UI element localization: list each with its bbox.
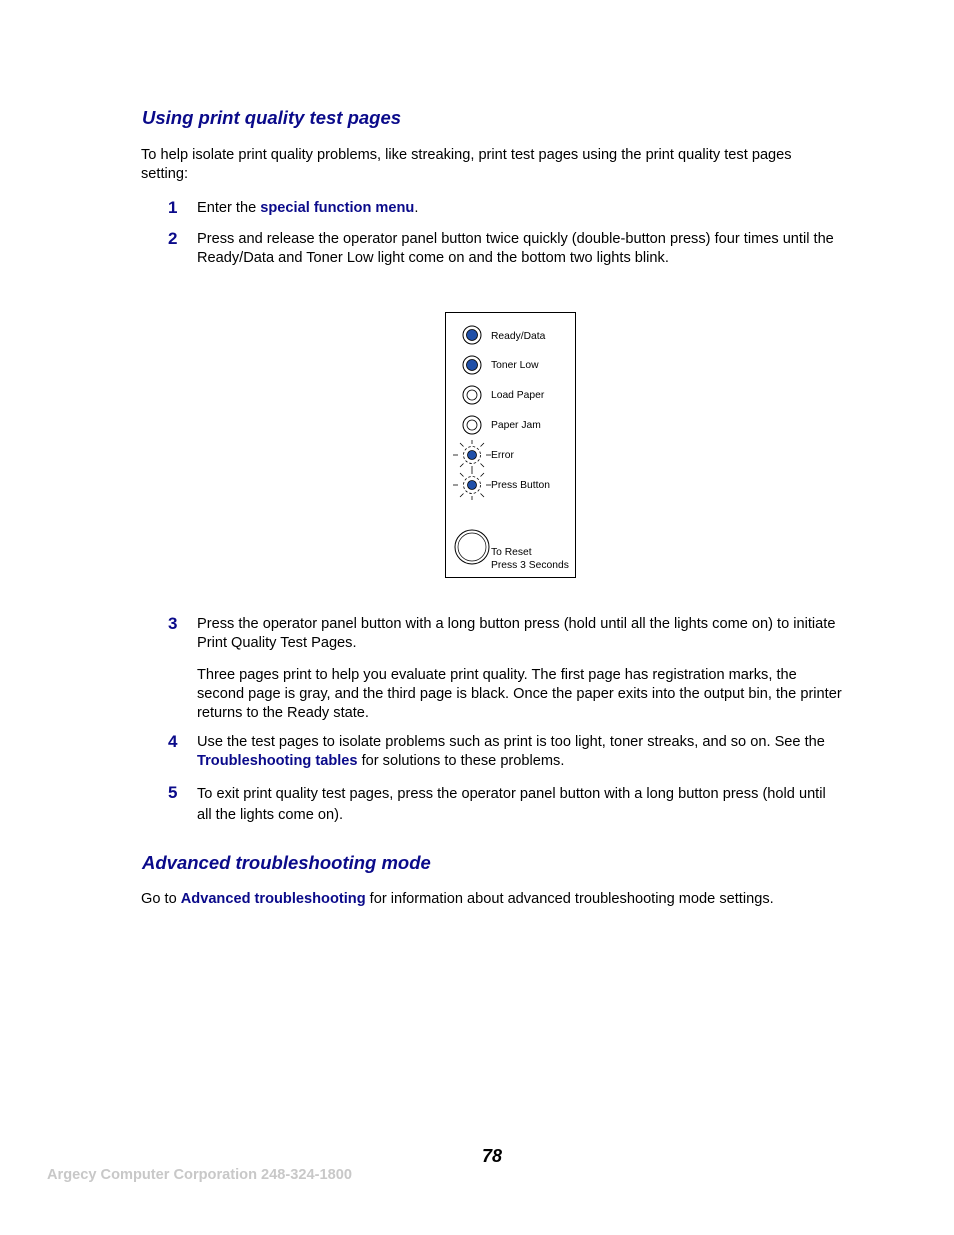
error-label: Error (491, 450, 514, 461)
reset-label-line1: To Reset (491, 547, 532, 558)
reset-label-line2: Press 3 Seconds (491, 560, 569, 571)
advanced-before: Go to (141, 891, 181, 907)
load-paper-light-icon (463, 386, 481, 404)
step-number-4: 4 (168, 732, 178, 751)
step-3-text: Press the operator panel button with a long button press (hold until all the lights come on) to initiate Print Quality Test Pages. (197, 616, 836, 651)
step-number-2: 2 (168, 229, 178, 248)
ready-data-label: Ready/Data (491, 331, 546, 342)
operator-panel-graphic (446, 313, 577, 579)
section-heading-advanced-mode: Advanced troubleshooting mode (142, 852, 431, 873)
step-1-before: Enter the (197, 200, 261, 216)
ready-data-light-icon (463, 326, 481, 344)
intro-paragraph: To help isolate print quality problems, like streaking, print test pages using the print quality test pages setting: (141, 147, 792, 182)
footer-text: Argecy Computer Corporation 248-324-1800 (47, 1167, 352, 1183)
press-button-label: Press Button (491, 480, 550, 491)
step-2-text: Press and release the operator panel button twice quickly (double-button press) four times until the Ready/Data and Toner Low light come on and the bottom two lights blink. (197, 231, 834, 266)
press-button-light-blinking-icon (453, 470, 491, 500)
special-function-menu-link[interactable]: special function menu (260, 200, 415, 216)
toner-low-light-icon (463, 356, 481, 374)
step-number-3: 3 (168, 614, 178, 633)
step-4-after: for solutions to these problems. (357, 753, 565, 769)
step-4-before: Use the test pages to isolate problems such as print is too light, toner streaks, and so on. See the (197, 734, 825, 750)
operator-panel-illustration (445, 312, 576, 578)
toner-low-label: Toner Low (491, 360, 539, 371)
step-1-after: . (414, 200, 419, 216)
step-4-text (197, 733, 842, 771)
step-1-text (197, 199, 837, 218)
paper-jam-light-icon (463, 416, 481, 434)
step-3-extra-paragraph: Three pages print to help you evaluate print quality. The first page has registration marks, the second page is gray, and the third page is black. Once the paper exits into the output bin, the printer returns to the Ready state. (197, 667, 842, 721)
error-light-blinking-icon (453, 440, 491, 470)
troubleshooting-tables-link[interactable]: Troubleshooting tables (197, 753, 358, 769)
step-number-5: 5 (168, 783, 178, 802)
step-5-text: To exit print quality test pages, press the operator panel button with a long button press (hold until all the lights come on). (197, 786, 826, 823)
load-paper-label: Load Paper (491, 390, 545, 401)
section-heading-print-quality: Using print quality test pages (142, 107, 402, 128)
operator-panel-button-icon (455, 530, 489, 564)
advanced-troubleshooting-link[interactable]: Advanced troubleshooting (180, 891, 366, 907)
paper-jam-label: Paper Jam (491, 420, 541, 431)
advanced-mode-paragraph (141, 890, 861, 909)
page-number: 78 (482, 1146, 503, 1166)
step-number-1: 1 (168, 198, 178, 217)
advanced-after: for information about advanced troubleshooting mode settings. (365, 891, 774, 907)
